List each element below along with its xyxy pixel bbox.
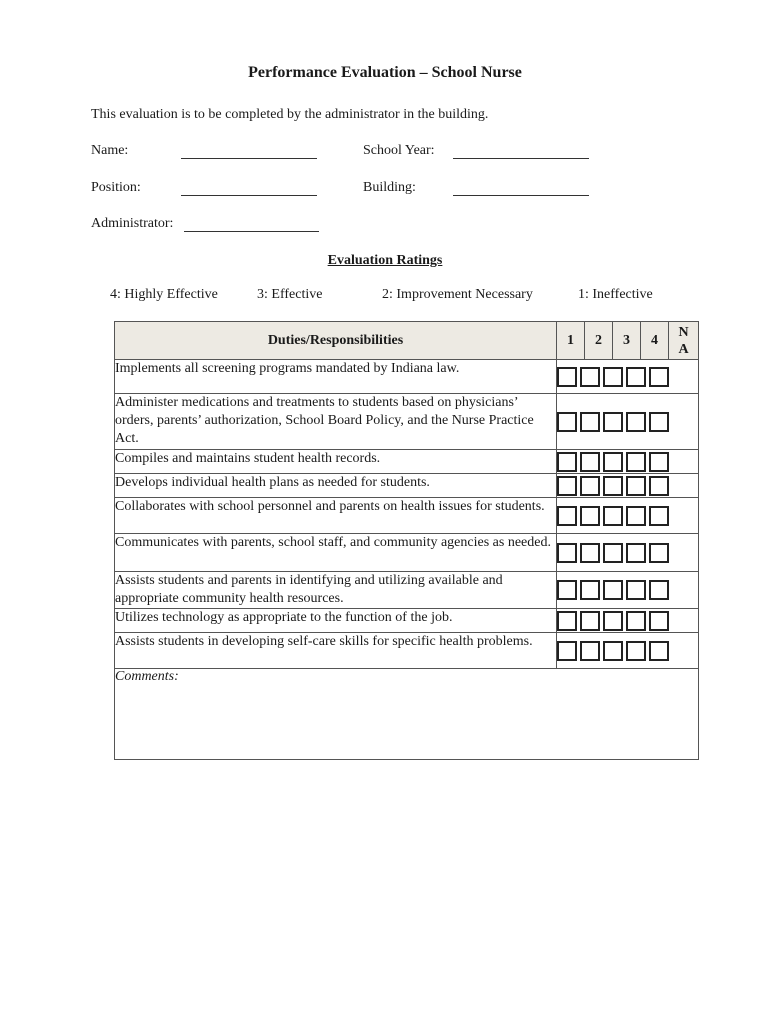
na-header-n: N — [678, 324, 689, 340]
rating-checkbox-2[interactable] — [580, 506, 600, 526]
duty-text: Collaborates with school personnel and parents on health issues for students. — [115, 498, 557, 534]
rating-scale-1: 1: Ineffective — [578, 287, 653, 302]
rating-checkbox-3[interactable] — [603, 580, 623, 600]
rating-checkbox-4[interactable] — [626, 641, 646, 661]
rating-checkbox-3[interactable] — [603, 452, 623, 472]
rating-col-na-header — [669, 322, 699, 360]
rating-col-4-header: 4 — [641, 322, 669, 360]
duties-header: Duties/Responsibilities — [115, 322, 557, 360]
administrator-label: Administrator: — [91, 216, 174, 231]
rating-checkboxes — [557, 360, 699, 394]
duty-text: Communicates with parents, school staff, and community agencies as needed. — [115, 534, 557, 572]
rating-checkbox-3[interactable] — [603, 506, 623, 526]
duty-text: Assists students in developing self-care skills for specific health problems. — [115, 633, 557, 669]
rating-checkbox-3[interactable] — [603, 641, 623, 661]
rating-checkbox-1[interactable] — [557, 412, 577, 432]
ratings-heading: Evaluation Ratings — [327, 253, 443, 268]
rating-checkbox-na[interactable] — [649, 611, 669, 631]
comments-row — [115, 669, 699, 760]
rating-checkbox-4[interactable] — [626, 611, 646, 631]
rating-checkbox-2[interactable] — [580, 452, 600, 472]
rating-col-3-header: 3 — [613, 322, 641, 360]
position-field[interactable] — [181, 195, 317, 196]
na-header-a: A — [678, 341, 689, 357]
rating-checkbox-1[interactable] — [557, 543, 577, 563]
table-row — [115, 360, 699, 394]
rating-scale-4: 4: Highly Effective — [110, 287, 218, 302]
rating-checkbox-3[interactable] — [603, 367, 623, 387]
rating-checkbox-4[interactable] — [626, 412, 646, 432]
rating-checkbox-na[interactable] — [649, 412, 669, 432]
name-label: Name: — [91, 143, 129, 158]
table-row — [115, 474, 699, 498]
rating-checkbox-4[interactable] — [626, 452, 646, 472]
table-row — [115, 609, 699, 633]
rating-checkbox-na[interactable] — [649, 543, 669, 563]
table-header-row — [115, 322, 699, 360]
duty-text: Develops individual health plans as needed for students. — [115, 474, 557, 498]
school-year-field[interactable] — [453, 158, 589, 159]
rating-checkboxes — [557, 572, 699, 609]
duties-table — [114, 321, 699, 760]
rating-checkbox-1[interactable] — [557, 641, 577, 661]
duty-text: Implements all screening programs mandated by Indiana law. — [115, 360, 557, 394]
page-title: Performance Evaluation – School Nurse — [248, 64, 522, 81]
rating-scale-2: 2: Improvement Necessary — [382, 287, 533, 302]
rating-checkbox-1[interactable] — [557, 452, 577, 472]
rating-checkbox-4[interactable] — [626, 476, 646, 496]
rating-checkboxes — [557, 474, 699, 498]
rating-checkbox-4[interactable] — [626, 580, 646, 600]
table-row — [115, 450, 699, 474]
rating-checkbox-1[interactable] — [557, 506, 577, 526]
school-year-label: School Year: — [363, 143, 435, 158]
rating-checkbox-na[interactable] — [649, 367, 669, 387]
comments-area[interactable] — [115, 669, 699, 760]
duty-text: Compiles and maintains student health records. — [115, 450, 557, 474]
rating-col-2-header: 2 — [585, 322, 613, 360]
comments-label: Comments: — [115, 669, 179, 684]
rating-checkbox-2[interactable] — [580, 476, 600, 496]
rating-checkboxes — [557, 394, 699, 450]
rating-checkbox-2[interactable] — [580, 367, 600, 387]
building-field[interactable] — [453, 195, 589, 196]
rating-checkboxes — [557, 498, 699, 534]
rating-checkbox-2[interactable] — [580, 543, 600, 563]
rating-checkbox-3[interactable] — [603, 543, 623, 563]
table-row — [115, 572, 699, 609]
rating-checkbox-3[interactable] — [603, 476, 623, 496]
rating-checkbox-2[interactable] — [580, 412, 600, 432]
administrator-field[interactable] — [184, 231, 319, 232]
rating-checkbox-2[interactable] — [580, 580, 600, 600]
rating-checkboxes — [557, 609, 699, 633]
duty-text: Administer medications and treatments to students based on physicians’ orders, parents’ authorization, School Board Policy, and the Nurse Practice Act. — [115, 394, 557, 450]
rating-checkbox-na[interactable] — [649, 506, 669, 526]
name-field[interactable] — [181, 158, 317, 159]
building-label: Building: — [363, 180, 416, 195]
rating-checkbox-1[interactable] — [557, 476, 577, 496]
rating-checkbox-2[interactable] — [580, 611, 600, 631]
rating-checkbox-2[interactable] — [580, 641, 600, 661]
table-row — [115, 394, 699, 450]
duty-text: Assists students and parents in identifying and utilizing available and appropriate community health resources. — [115, 572, 557, 609]
table-row — [115, 498, 699, 534]
rating-checkbox-na[interactable] — [649, 580, 669, 600]
rating-checkbox-4[interactable] — [626, 367, 646, 387]
rating-checkbox-3[interactable] — [603, 611, 623, 631]
rating-checkbox-na[interactable] — [649, 476, 669, 496]
rating-checkbox-1[interactable] — [557, 367, 577, 387]
rating-checkbox-na[interactable] — [649, 452, 669, 472]
rating-checkbox-na[interactable] — [649, 641, 669, 661]
table-row — [115, 534, 699, 572]
position-label: Position: — [91, 180, 141, 195]
intro-text: This evaluation is to be completed by the administrator in the building. — [91, 107, 489, 122]
rating-col-1-header: 1 — [557, 322, 585, 360]
rating-checkboxes — [557, 534, 699, 572]
rating-checkbox-4[interactable] — [626, 543, 646, 563]
rating-checkbox-4[interactable] — [626, 506, 646, 526]
duty-text: Utilizes technology as appropriate to the function of the job. — [115, 609, 557, 633]
rating-scale-3: 3: Effective — [257, 287, 323, 302]
rating-checkboxes — [557, 633, 699, 669]
table-row — [115, 633, 699, 669]
rating-checkboxes — [557, 450, 699, 474]
rating-checkbox-1[interactable] — [557, 611, 577, 631]
rating-checkbox-1[interactable] — [557, 580, 577, 600]
rating-checkbox-3[interactable] — [603, 412, 623, 432]
